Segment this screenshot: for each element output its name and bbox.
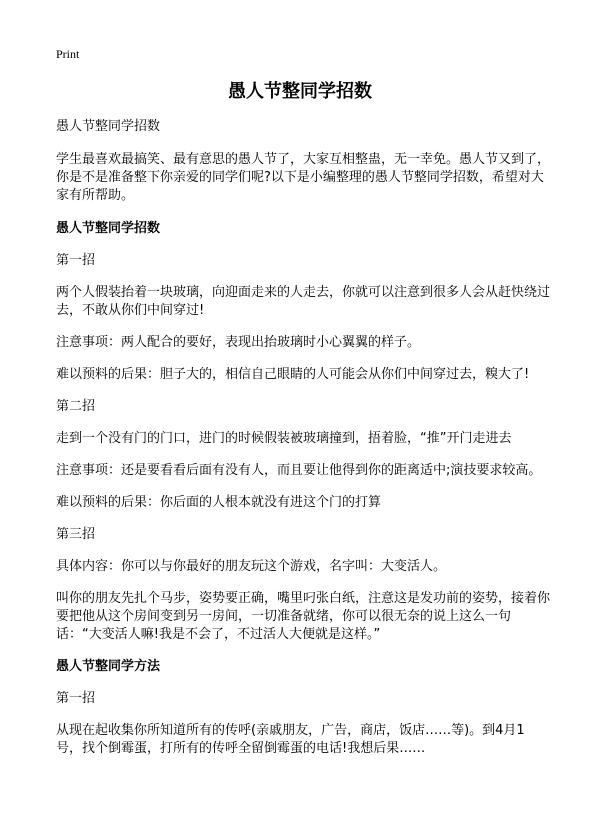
document-body — [56, 118, 550, 772]
step-content: 具体内容：你可以与你最好的朋友玩这个游戏，名字叫：大变活人。 — [56, 559, 447, 574]
step-label: 第三招 — [56, 527, 96, 542]
document-subtitle: 愚人节整同学招数 — [56, 119, 161, 134]
section-heading-tricks: 愚人节整同学招数 — [56, 221, 161, 236]
step-content: 走到一个没有门的门口，进门的时候假装被玻璃撞到，捂着脸，“推”开门走进去 — [56, 431, 512, 446]
page-title: 愚人节整同学招数 — [228, 81, 372, 102]
step-label: 第一招 — [56, 253, 96, 268]
intro-paragraph: 学生最喜欢最搞笑、最有意思的愚人节了，大家互相整蛊，无一幸免。愚人节又到了，你是不是准备整下你亲爱的同学们呢?以下是小编整理的愚人节整同学招数，希望对大家有所帮助。 — [56, 152, 551, 203]
step-note: 注意事项：还是要看看后面有没有人，而且要让他得到你的距离适中;演技要求较高。 — [56, 463, 542, 478]
step-note: 注意事项：两人配合的要好，表现出抬玻璃时小心翼翼的样子。 — [56, 335, 421, 350]
step-detail: 叫你的朋友先扎个马步，姿势要正确，嘴里叼张白纸，注意这是发功前的姿势，接着你要把他从这个房间变到另一房间，一切准备就绪，你可以很无奈的说上这么一句话：“大变活人嘛!我是不会了，不过活人大便就是这样。” — [56, 591, 551, 642]
section-heading-methods: 愚人节整同学方法 — [56, 659, 161, 674]
step-result: 难以预料的后果：胆子大的，相信自己眼睛的人可能会从你们中间穿过去，糗大了! — [56, 367, 530, 382]
step-label: 第一招 — [56, 691, 96, 706]
step-content: 从现在起收集你所知道所有的传呼(亲戚朋友，广告，商店，饭店……等)。到4月1号，找个倒霉蛋，打所有的传呼全留倒霉蛋的电话!我想后果…… — [56, 723, 525, 756]
step-content: 两个人假装抬着一块玻璃，向迎面走来的人走去，你就可以注意到很多人会从赶快绕过去，不敢从你们中间穿过! — [56, 285, 551, 318]
step-label: 第二招 — [56, 399, 96, 414]
step-result: 难以预料的后果：你后面的人根本就没有进这个门的打算 — [56, 495, 382, 510]
print-link[interactable]: Print — [56, 47, 80, 61]
